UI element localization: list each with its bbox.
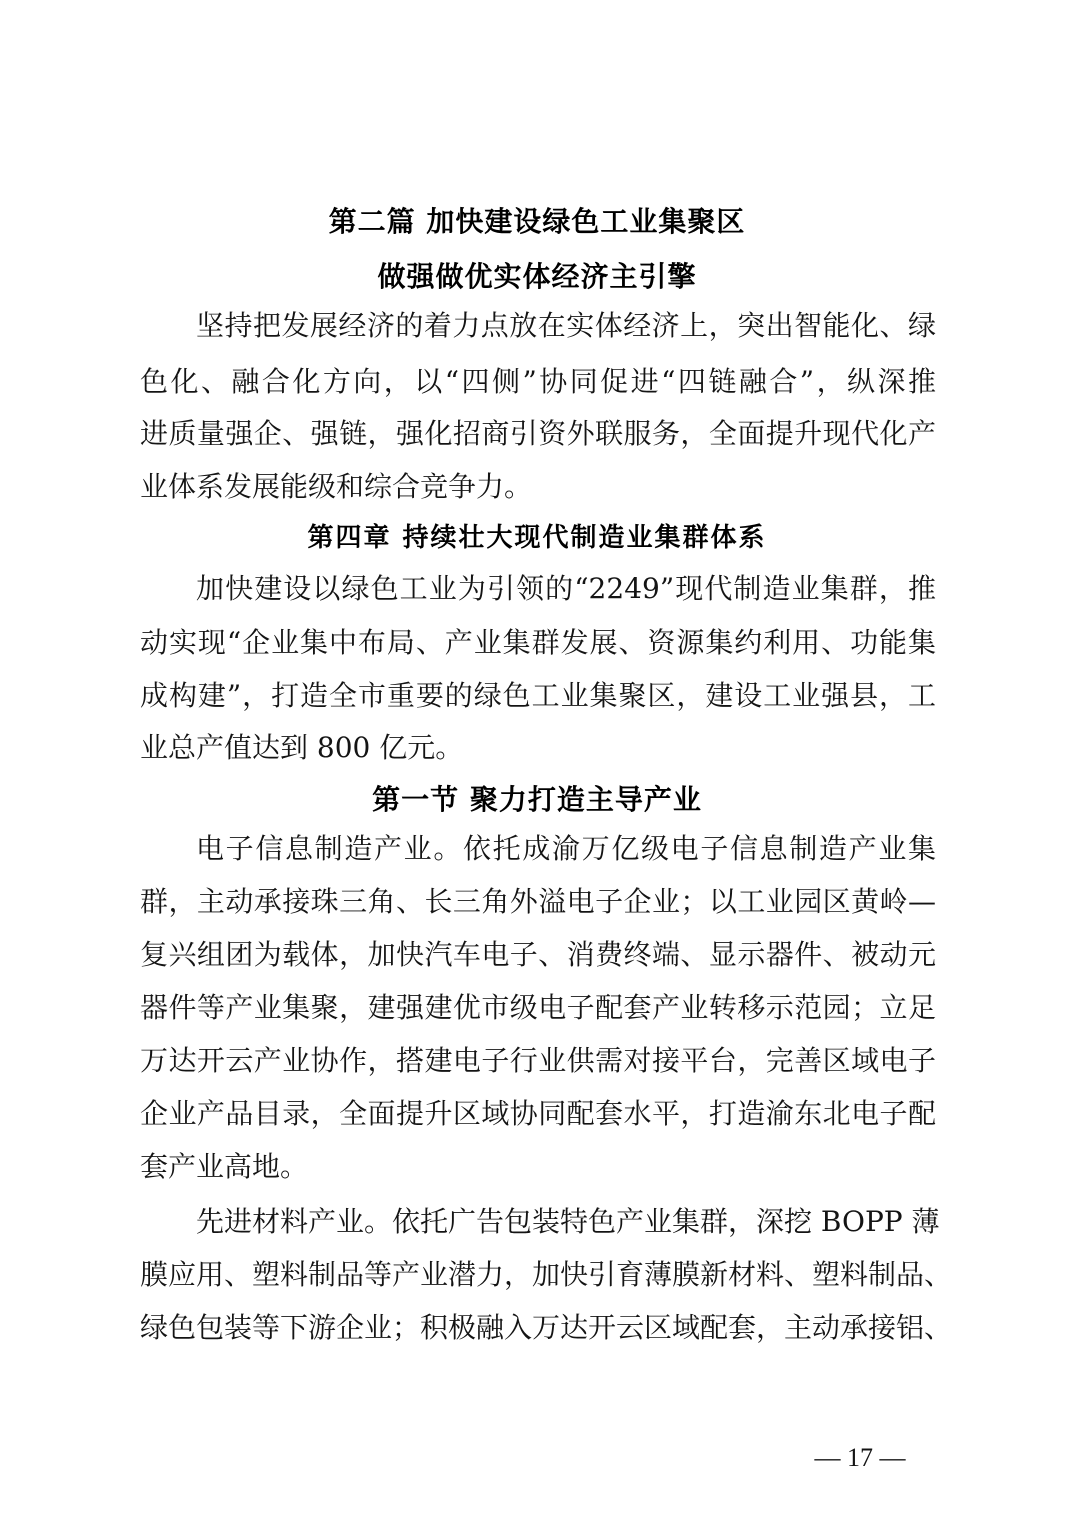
paragraph-line: 进质量强企、强链，强化招商引资外联服务，全面提升现代化产 bbox=[140, 417, 936, 450]
paragraph-line: 绿色包装等下游企业；积极融入万达开云区域配套，主动承接铝、 bbox=[140, 1311, 953, 1344]
section-title: 第一节 聚力打造主导产业 bbox=[372, 783, 702, 816]
paragraph-line: 电子信息制造产业。依托成渝万亿级电子信息制造产业集 bbox=[196, 832, 936, 865]
paragraph-line: 复兴组团为载体，加快汽车电子、消费终端、显示器件、被动元 bbox=[140, 938, 936, 971]
paragraph-line: 群，主动承接珠三角、长三角外溢电子企业；以工业园区黄岭— bbox=[140, 885, 936, 918]
paragraph-line: 万达开云产业协作，搭建电子行业供需对接平台，完善区域电子 bbox=[140, 1044, 936, 1077]
paragraph-line: 业体系发展能级和综合竞争力。 bbox=[140, 470, 533, 503]
paragraph-line: 先进材料产业。依托广告包装特色产业集群，深挖 BOPP 薄 bbox=[196, 1205, 940, 1238]
paragraph-line: 动实现“企业集中布局、产业集群发展、资源集约利用、功能集 bbox=[140, 626, 936, 659]
paragraph-line: 色化、融合化方向，以“四侧”协同促进“四链融合”，纵深推 bbox=[140, 365, 936, 398]
paragraph-line: 套产业高地。 bbox=[140, 1150, 309, 1183]
paragraph-line: 器件等产业集聚，建强建优市级电子配套产业转移示范园；立足 bbox=[140, 991, 936, 1024]
paragraph-line: 坚持把发展经济的着力点放在实体经济上，突出智能化、绿 bbox=[196, 309, 936, 342]
paragraph-line: 成构建”，打造全市重要的绿色工业集聚区，建设工业强县，工 bbox=[140, 679, 936, 712]
part-title: 第二篇 加快建设绿色工业集聚区 bbox=[328, 205, 746, 238]
part-subtitle: 做强做优实体经济主引擎 bbox=[377, 260, 697, 293]
paragraph-line: 加快建设以绿色工业为引领的“2249”现代制造业集群，推 bbox=[196, 572, 936, 605]
page-number: — 17 — bbox=[814, 1443, 906, 1472]
paragraph-line: 膜应用、塑料制品等产业潜力，加快引育薄膜新材料、塑料制品、 bbox=[140, 1258, 953, 1291]
chapter-title: 第四章 持续壮大现代制造业集群体系 bbox=[307, 523, 767, 553]
paragraph-line: 业总产值达到 800 亿元。 bbox=[140, 731, 464, 764]
paragraph-line: 企业产品目录，全面提升区域协同配套水平，打造渝东北电子配 bbox=[140, 1097, 936, 1130]
